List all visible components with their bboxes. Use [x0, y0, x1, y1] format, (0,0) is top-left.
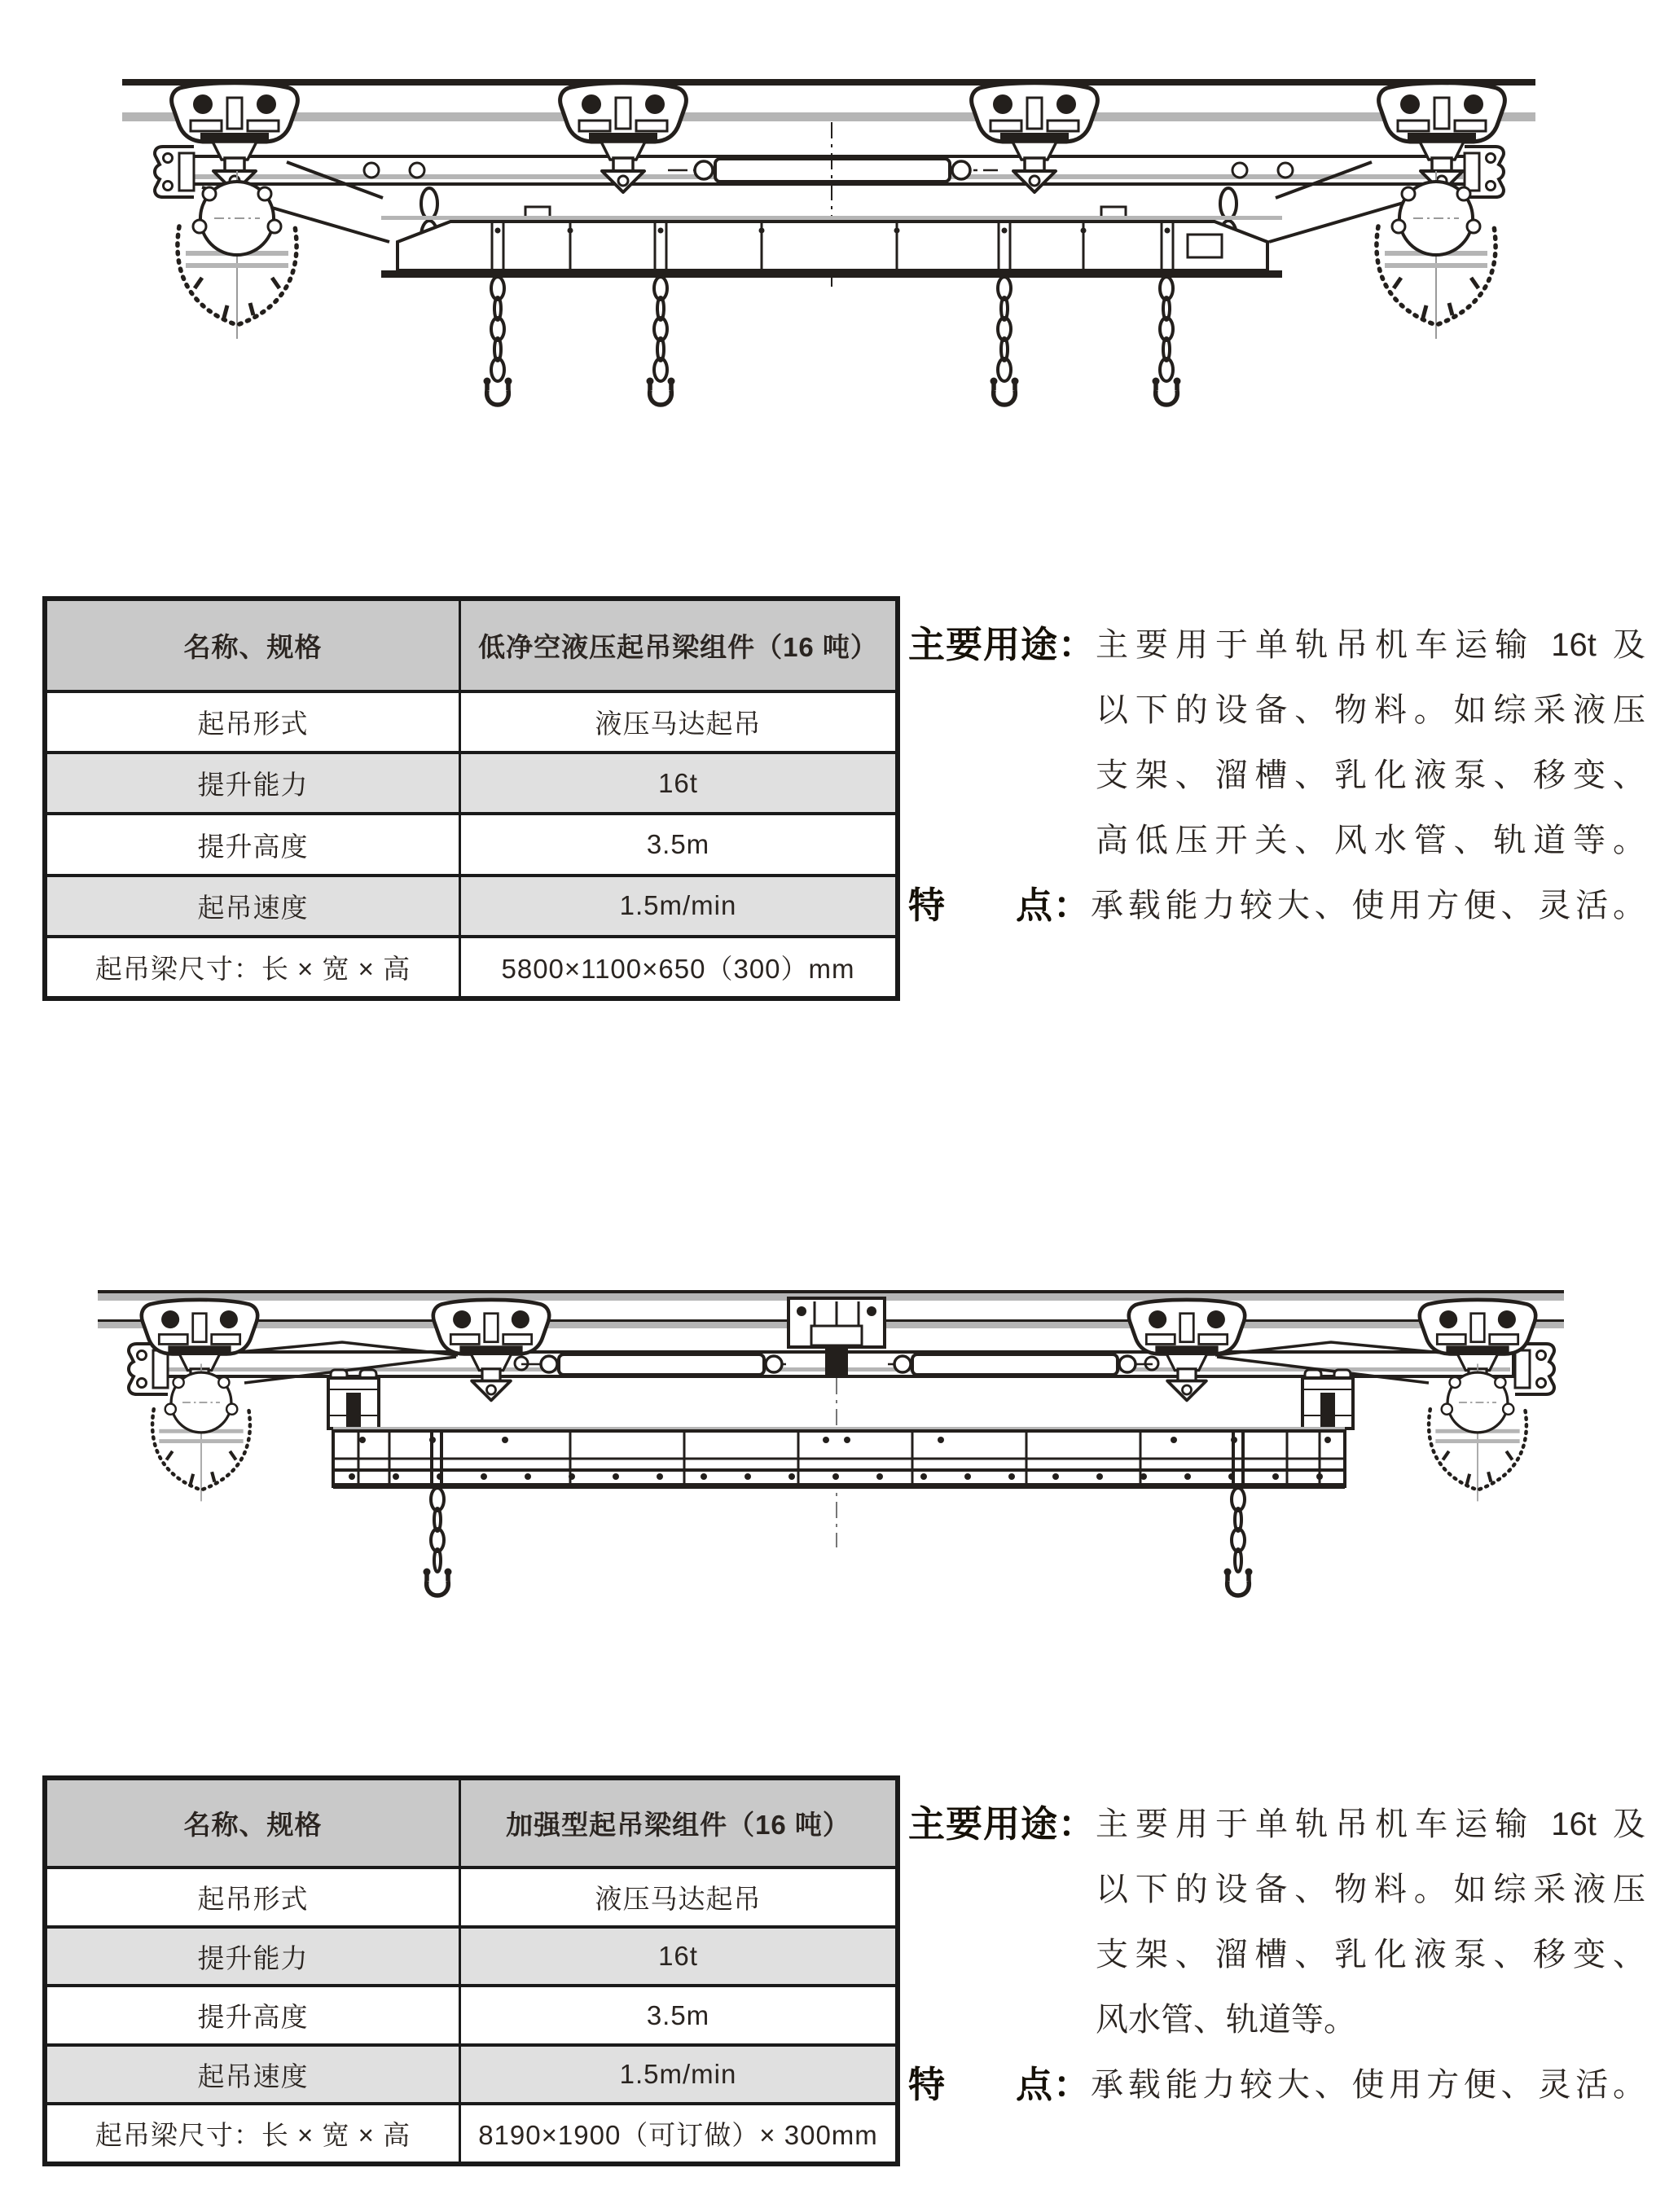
spec-value: 1.5m/min	[619, 890, 737, 921]
technical-drawing-low-clearance-lifting-beam	[0, 49, 1656, 456]
description-line: 高低压开关、风水管、轨道等。	[1096, 823, 1645, 858]
usage-label: 主要用途：	[908, 624, 1096, 665]
spec-label: 起吊形式	[47, 693, 461, 751]
description-line: 主要用于单轨吊机车运输 16t 及	[1096, 1806, 1645, 1842]
description-line: 以下的设备、物料。如综采液压	[1096, 1872, 1645, 1907]
chain-sling	[647, 277, 675, 405]
chain-sling	[424, 1488, 452, 1595]
spec-label: 提升高度	[47, 1987, 461, 2043]
spec-value: 16t	[658, 1941, 698, 1972]
spec-value: 3.5m	[646, 1999, 710, 2030]
table-row	[47, 690, 895, 751]
table-row	[47, 2043, 895, 2103]
spec-label: 起吊速度	[47, 877, 461, 935]
spec-label: 提升能力	[47, 754, 461, 812]
spec-label: 提升能力	[47, 1929, 461, 1985]
usage-label: 主要用途：	[908, 1803, 1096, 1845]
description-block	[908, 1792, 1645, 2118]
chain-sling	[484, 277, 512, 405]
table-header-name: 名称、规格	[47, 1780, 461, 1866]
reinforced-lifting-beam	[333, 1427, 1345, 1489]
spec-label: 起吊速度	[47, 2047, 461, 2103]
feature-label: 特 点：	[908, 884, 1091, 926]
chain-sling	[991, 277, 1019, 405]
beam-end-clevis	[1465, 147, 1504, 197]
spec-value: 液压马达起吊	[595, 1884, 762, 1915]
spec-label: 起吊形式	[47, 1869, 461, 1925]
feature-text: 承载能力较大、使用方便、灵活。	[1091, 2067, 1645, 2103]
chain-sling	[1224, 1488, 1253, 1595]
technical-drawing-reinforced-lifting-beam	[0, 1267, 1656, 1613]
spec-label: 起吊梁尺寸：长 × 宽 × 高	[47, 938, 461, 996]
table-row	[47, 2102, 895, 2162]
table-row	[47, 1925, 895, 1985]
description-line: 支架、溜槽、乳化液泵、移变、	[1096, 1937, 1645, 1973]
spec-value: 3.5m	[646, 829, 710, 860]
feature-paragraph	[908, 873, 1645, 938]
spec-value: 液压马达起吊	[595, 709, 762, 740]
description-line: 支架、溜槽、乳化液泵、移变、	[1096, 757, 1645, 793]
description-line: 以下的设备、物料。如综采液压	[1096, 692, 1645, 728]
spec-label: 提升高度	[47, 815, 461, 873]
rail-trolley	[1129, 1300, 1245, 1401]
monorail-track	[122, 79, 1535, 121]
table-row	[47, 935, 895, 996]
spec-value: 8190×1900（可订做）× 300mm	[478, 2120, 878, 2151]
lifting-beam	[381, 216, 1282, 278]
feature-label: 特 点：	[908, 2064, 1091, 2105]
table-header-product: 低净空液压起吊梁组件（16 吨）	[478, 632, 878, 663]
spec-value: 1.5m/min	[619, 2059, 737, 2090]
table-row	[47, 812, 895, 873]
description-block	[908, 612, 1645, 938]
usage-paragraph	[908, 1792, 1645, 2052]
table-row	[47, 751, 895, 812]
spec-table	[42, 596, 900, 1001]
spec-table	[42, 1775, 900, 2166]
rail-trolley	[433, 1300, 549, 1401]
spec-value: 16t	[658, 767, 698, 798]
feature-paragraph	[908, 2052, 1645, 2118]
table-row	[47, 1866, 895, 1925]
usage-paragraph	[908, 612, 1645, 873]
table-header-row	[47, 1780, 895, 1866]
table-header-name: 名称、规格	[47, 601, 461, 690]
spec-value: 5800×1100×650（300）mm	[501, 953, 855, 984]
hydraulic-hoist-motor	[178, 171, 296, 339]
beam-end-clevis	[155, 147, 194, 197]
description-line: 风水管、轨道等。	[1096, 2002, 1357, 2038]
spec-label: 起吊梁尺寸：长 × 宽 × 高	[47, 2105, 461, 2162]
description-line: 主要用于单轨吊机车运输 16t 及	[1096, 627, 1645, 663]
table-header-row	[47, 601, 895, 690]
hydraulic-hoist-motor	[1429, 1363, 1526, 1501]
table-row	[47, 1984, 895, 2043]
table-header-product: 加强型起吊梁组件（16 吨）	[506, 1810, 850, 1841]
table-row	[47, 874, 895, 935]
chain-sling	[1153, 277, 1181, 405]
feature-text: 承载能力较大、使用方便、灵活。	[1091, 888, 1645, 924]
